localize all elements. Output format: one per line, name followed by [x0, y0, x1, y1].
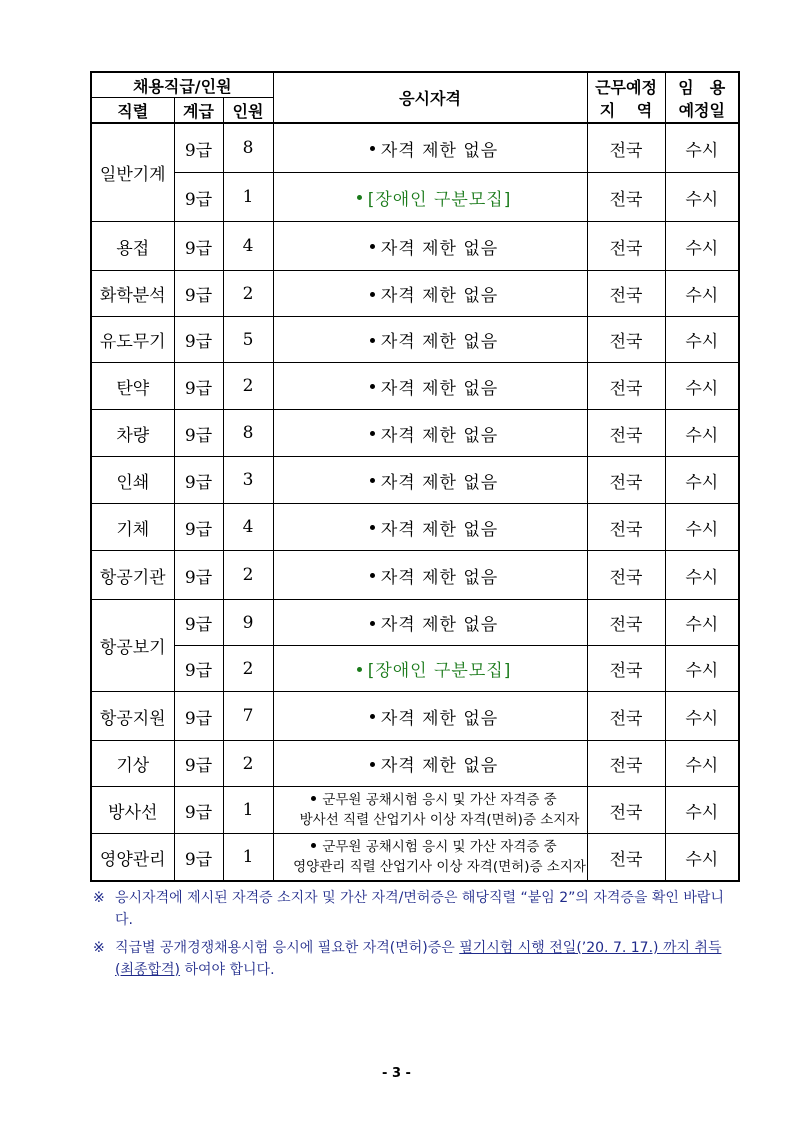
job-cell: 용접	[91, 222, 174, 271]
grade-cell: 9급	[174, 646, 223, 692]
grade-cell: 9급	[174, 271, 223, 317]
qualification-cell: 자격 제한 없음	[273, 551, 587, 600]
note-2	[93, 937, 733, 981]
count-cell: 8	[223, 123, 273, 173]
count-cell: 1	[223, 787, 273, 834]
job-cell: 기체	[91, 504, 174, 551]
date-cell: 수시	[665, 173, 739, 222]
date-cell: 수시	[665, 410, 739, 457]
table-row	[91, 692, 739, 741]
date-cell: 수시	[665, 504, 739, 551]
qualification-cell: 자격 제한 없음	[273, 363, 587, 410]
grade-cell: 9급	[174, 410, 223, 457]
date-cell: 수시	[665, 741, 739, 787]
job-cell: 일반기계	[91, 123, 174, 222]
grade-cell: 9급	[174, 173, 223, 222]
qualification-cell: [장애인 구분모집]	[273, 173, 587, 222]
job-cell: 영양관리	[91, 834, 174, 882]
table-row	[91, 222, 739, 271]
count-cell: 5	[223, 317, 273, 363]
job-cell: 화학분석	[91, 271, 174, 317]
region-cell: 전국	[587, 457, 665, 504]
grade-cell: 9급	[174, 600, 223, 646]
region-cell: 전국	[587, 741, 665, 787]
job-cell: 유도무기	[91, 317, 174, 363]
grade-cell: 9급	[174, 317, 223, 363]
page-number: - 3 -	[382, 1066, 411, 1081]
qualification-cell: 자격 제한 없음	[273, 410, 587, 457]
region-cell: 전국	[587, 646, 665, 692]
table-row	[91, 173, 739, 222]
count-cell: 9	[223, 600, 273, 646]
region-cell: 전국	[587, 551, 665, 600]
region-cell: 전국	[587, 410, 665, 457]
job-cell: 항공지원	[91, 692, 174, 741]
qualification-cell: 자격 제한 없음	[273, 123, 587, 173]
date-cell: 수시	[665, 363, 739, 410]
grade-cell: 9급	[174, 692, 223, 741]
qualification-cell: [장애인 구분모집]	[273, 646, 587, 692]
region-cell: 전국	[587, 317, 665, 363]
region-cell: 전국	[587, 363, 665, 410]
job-cell: 방사선	[91, 787, 174, 834]
count-cell: 2	[223, 646, 273, 692]
table-row	[91, 271, 739, 317]
table-row	[91, 317, 739, 363]
bullet-icon	[370, 384, 375, 389]
job-cell: 항공보기	[91, 600, 174, 692]
note-mark: ※	[93, 940, 105, 956]
bullet-icon	[311, 843, 316, 848]
bullet-icon	[370, 762, 375, 767]
bullet-icon	[357, 667, 362, 672]
table-row	[91, 741, 739, 787]
header-count: 인원	[223, 98, 273, 124]
header-qualification: 응시자격	[273, 72, 587, 123]
grade-cell: 9급	[174, 551, 223, 600]
date-cell: 수시	[665, 692, 739, 741]
job-cell: 차량	[91, 410, 174, 457]
qualification-cell: 자격 제한 없음	[273, 222, 587, 271]
qualification-cell: 자격 제한 없음	[273, 692, 587, 741]
date-cell: 수시	[665, 222, 739, 271]
count-cell: 3	[223, 457, 273, 504]
count-cell: 2	[223, 551, 273, 600]
count-cell: 1	[223, 834, 273, 882]
grade-cell: 9급	[174, 457, 223, 504]
table-row	[91, 646, 739, 692]
job-cell: 인쇄	[91, 457, 174, 504]
date-cell: 수시	[665, 787, 739, 834]
qualification-cell: 자격 제한 없음	[273, 741, 587, 787]
region-cell: 전국	[587, 787, 665, 834]
table-row	[91, 457, 739, 504]
table-row	[91, 787, 739, 834]
count-cell: 2	[223, 271, 273, 317]
region-cell: 전국	[587, 692, 665, 741]
bullet-icon	[370, 525, 375, 530]
table-row	[91, 410, 739, 457]
header-region: 근무예정 지 역	[587, 72, 665, 123]
bullet-icon	[311, 796, 316, 801]
job-cell: 기상	[91, 741, 174, 787]
date-cell: 수시	[665, 551, 739, 600]
note-mark: ※	[93, 890, 105, 906]
region-cell: 전국	[587, 271, 665, 317]
table-row	[91, 834, 739, 882]
qualification-cell: 자격 제한 없음	[273, 600, 587, 646]
region-cell: 전국	[587, 600, 665, 646]
header-date: 임 용 예정일	[665, 72, 739, 123]
job-cell: 탄약	[91, 363, 174, 410]
region-cell: 전국	[587, 834, 665, 882]
bullet-icon	[370, 244, 375, 249]
count-cell: 1	[223, 173, 273, 222]
date-cell: 수시	[665, 834, 739, 882]
date-cell: 수시	[665, 317, 739, 363]
grade-cell: 9급	[174, 834, 223, 882]
count-cell: 2	[223, 363, 273, 410]
header-grade: 계급	[174, 98, 223, 124]
table-row	[91, 123, 739, 173]
qualification-cell: 군무원 공채시험 응시 및 가산 자격증 중 방사선 직렬 산업기사 이상 자격(면허)증 소지자	[273, 787, 587, 834]
note-1-text: 응시자격에 제시된 자격증 소지자 및 가산 자격/면허증은 해당직렬 “붙임 2”의 자격증을 확인 바랍니다.	[115, 890, 724, 928]
table-row	[91, 504, 739, 551]
bullet-icon	[357, 195, 362, 200]
bullet-icon	[370, 573, 375, 578]
header-job: 직렬	[91, 98, 174, 124]
count-cell: 7	[223, 692, 273, 741]
region-cell: 전국	[587, 222, 665, 271]
date-cell: 수시	[665, 123, 739, 173]
grade-cell: 9급	[174, 504, 223, 551]
qualification-cell: 자격 제한 없음	[273, 317, 587, 363]
bullet-icon	[370, 621, 375, 626]
note-2-text: 직급별 공개경쟁채용시험 응시에 필요한 자격(면허)증은 필기시험 시행 전일(’20. 7. 17.) 까지 취득(최종합격) 하여야 합니다.	[115, 940, 722, 978]
bullet-icon	[370, 292, 375, 297]
bullet-icon	[370, 431, 375, 436]
table-row	[91, 551, 739, 600]
table-row	[91, 600, 739, 646]
note-2-underlined: 필기시험 시행 전일(’20. 7. 17.) 까지 취득(최종합격)	[115, 940, 722, 978]
header-group: 채용직급/인원	[91, 72, 273, 98]
qualification-cell: 자격 제한 없음	[273, 504, 587, 551]
date-cell: 수시	[665, 646, 739, 692]
date-cell: 수시	[665, 457, 739, 504]
table-row	[91, 363, 739, 410]
region-cell: 전국	[587, 123, 665, 173]
qualification-cell: 군무원 공채시험 응시 및 가산 자격증 중 영양관리 직렬 산업기사 이상 자격(면허)증 소지자	[273, 834, 587, 882]
grade-cell: 9급	[174, 222, 223, 271]
date-cell: 수시	[665, 271, 739, 317]
recruitment-table	[90, 71, 740, 882]
bullet-icon	[370, 146, 375, 151]
bullet-icon	[370, 478, 375, 483]
count-cell: 4	[223, 504, 273, 551]
bullet-icon	[370, 714, 375, 719]
note-1	[93, 887, 733, 931]
job-cell: 항공기관	[91, 551, 174, 600]
qualification-cell: 자격 제한 없음	[273, 457, 587, 504]
notes-section	[93, 887, 733, 987]
count-cell: 4	[223, 222, 273, 271]
qualification-cell: 자격 제한 없음	[273, 271, 587, 317]
region-cell: 전국	[587, 504, 665, 551]
date-cell: 수시	[665, 600, 739, 646]
region-cell: 전국	[587, 173, 665, 222]
count-cell: 8	[223, 410, 273, 457]
count-cell: 2	[223, 741, 273, 787]
grade-cell: 9급	[174, 741, 223, 787]
grade-cell: 9급	[174, 787, 223, 834]
grade-cell: 9급	[174, 123, 223, 173]
bullet-icon	[370, 338, 375, 343]
grade-cell: 9급	[174, 363, 223, 410]
